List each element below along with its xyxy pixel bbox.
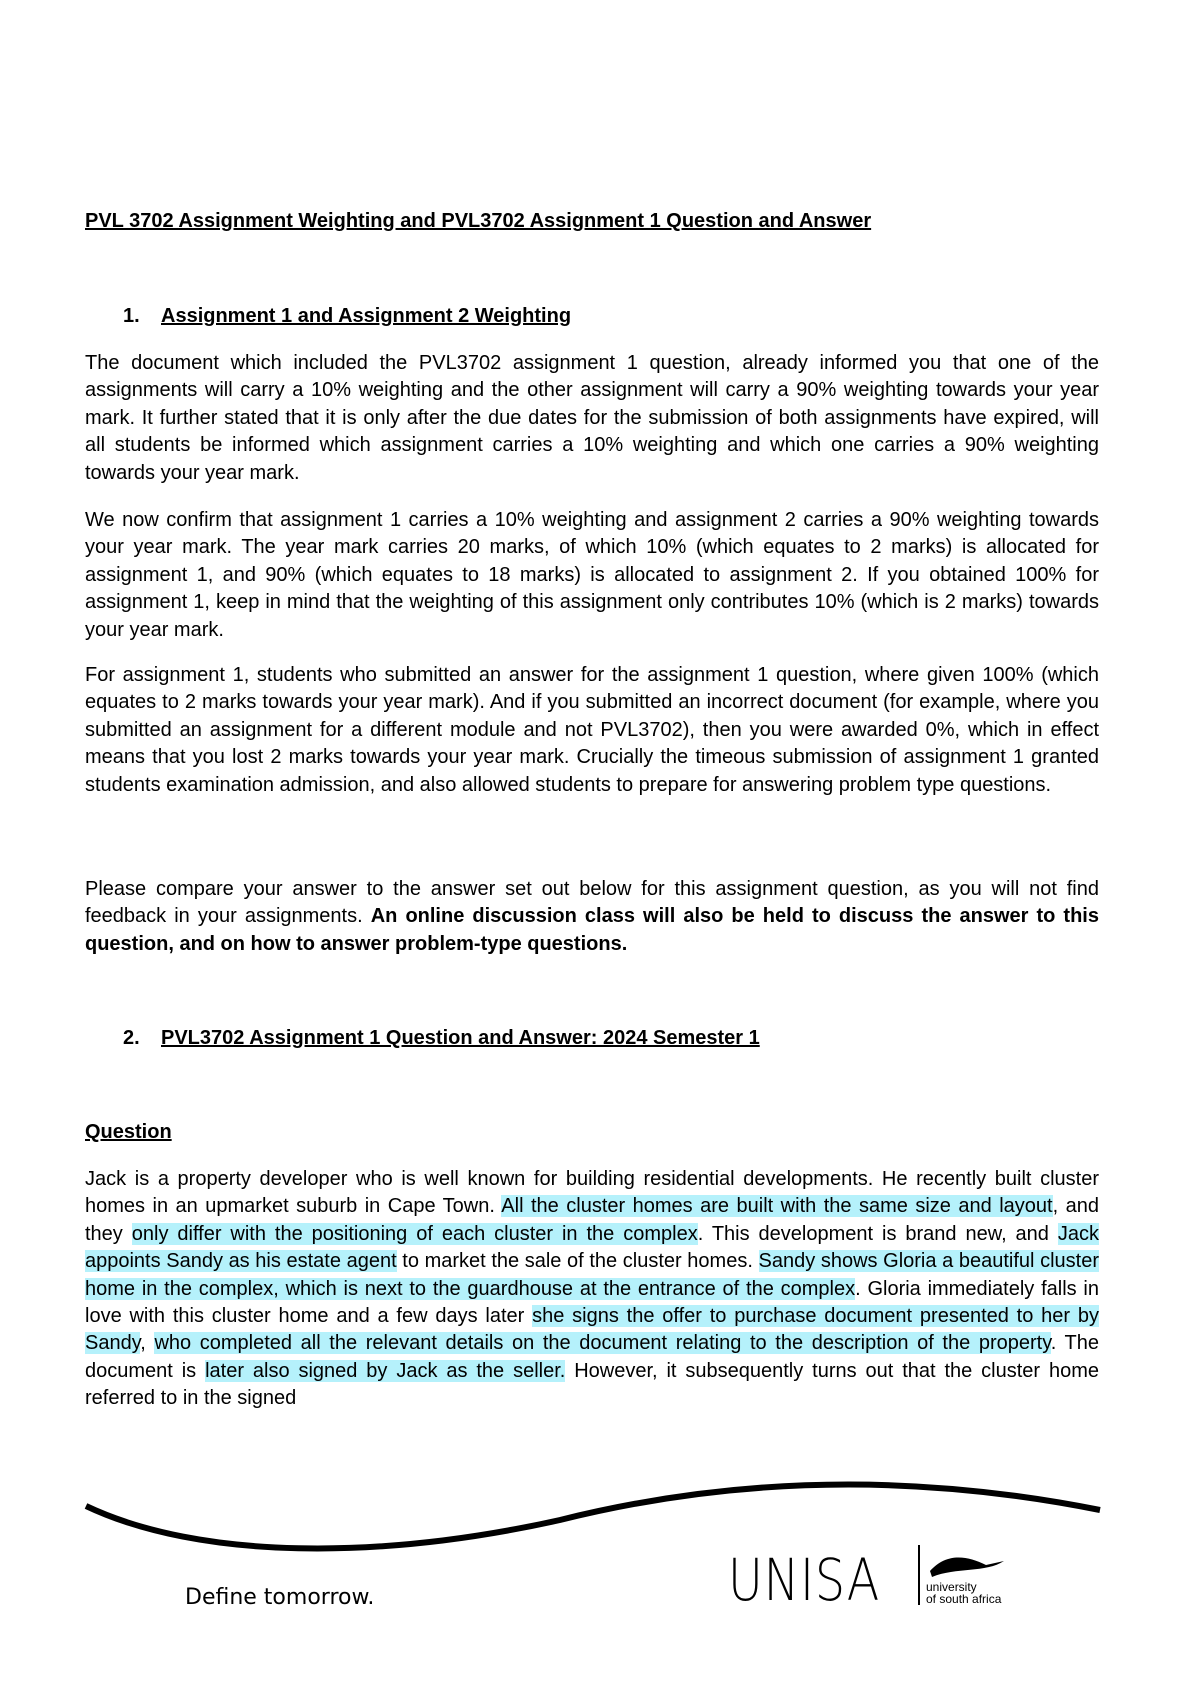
question-paragraph (85, 1166, 1099, 1413)
logo-emblem-icon (926, 1551, 1006, 1581)
section-2-heading (85, 1025, 1099, 1052)
section-1-paragraph-3 (85, 662, 1099, 799)
highlighted-text: who completed all the relevant details on the document relating to the description of the property (154, 1332, 1051, 1355)
section-2-number: 2. (123, 1027, 140, 1049)
section-1-paragraph-4 (85, 876, 1099, 958)
text-segment: to market the sale of the cluster homes. (396, 1250, 759, 1273)
logo-wordmark: UNISA (728, 1546, 881, 1614)
logo-side (926, 1551, 1006, 1605)
highlighted-text: later also signed by Jack as the seller. (205, 1359, 566, 1382)
section-1-paragraph-1 (85, 350, 1099, 487)
text-segment: For assignment 1, students who submitted an answer for the assignment 1 question, where given 100% (which equates to 2 marks towards your year mark). And if you submitted an incorrect document (for example, where you submitted an assignment for a different module and not PVL3702), then you were awarded 0%, which in effect means that you lost 2 marks towards your year mark. Crucially the timeous submission of assignment 1 granted students examination admission, and also allowed students to prepare for answering problem type questions. (85, 664, 1099, 796)
text-segment: . Gloria immediately falls in love with this cluster home and a few days later (85, 1277, 1099, 1328)
text-segment: We now confirm that assignment 1 carries a 10% weighting and assignment 2 carries a 90% weighting towards your year mark. The year mark carries 20 marks, of which 10% (which equates to 2 marks) is allocated for assignment 1, and 90% (which equates to 18 marks) is allocated to assignment 2. If you obtained 100% for assignment 1, keep in mind that the weighting of this assignment only contributes 10% (which is 2 marks) towards your year mark. (85, 509, 1099, 641)
text-segment: However, it subsequently turns out that the cluster home referred to in the signed (85, 1359, 1099, 1410)
question-heading: Question (85, 1121, 172, 1143)
text-segment: , (140, 1332, 155, 1355)
logo-line-1: university (926, 1580, 977, 1594)
section-1-paragraph-2 (85, 507, 1099, 644)
footer-wave (0, 1470, 1200, 1560)
logo-line-2: of south africa (926, 1592, 1002, 1606)
unisa-logo (728, 1545, 1006, 1614)
section-1-number: 1. (123, 305, 140, 327)
section-2-title: PVL3702 Assignment 1 Question and Answer: 2024 Semester 1 (161, 1027, 760, 1049)
section-1-title: Assignment 1 and Assignment 2 Weighting (161, 305, 572, 327)
highlighted-text: All the cluster homes are built with the same size and layout (501, 1195, 1053, 1218)
highlighted-text: she signs the offer to purchase document presented to her by Sandy (85, 1305, 1099, 1355)
text-segment: Jack is a property developer who is well known for building residential developments. He recently built cluster homes in an upmarket suburb in Cape Town. (85, 1168, 1099, 1218)
highlighted-text: Sandy shows Gloria a beautiful cluster home in the complex, which is next to the guardhouse at the entrance of the complex (85, 1250, 1100, 1300)
logo-divider (918, 1545, 920, 1605)
document-title: PVL 3702 Assignment Weighting and PVL3702 Assignment 1 Question and Answer (85, 210, 872, 232)
text-segment: The document which included the PVL3702 assignment 1 question, already informed you that one of the assignments will carry a 10% weighting and the other assignment will carry a 90% weighting towards your year mark. It further stated that it is only after the due dates for the submission of both assignments have expired, will all students be informed which assignment carries a 10% weighting and which one carries a 90% weighting towards your year mark. (85, 352, 1099, 484)
text-segment: Please compare your answer to the answer set out below for this assignment question, as you will not find feedback in your assignments. (85, 878, 1099, 928)
text-segment: . The document is (85, 1332, 1100, 1382)
highlighted-text: Jack appoints Sandy as his estate agent (85, 1222, 1099, 1273)
highlighted-text: only differ with the positioning of each cluster in the complex (131, 1222, 698, 1245)
bold-text: An online discussion class will also be held to discuss the answer to this question, and on how to answer problem-type questions. (85, 905, 1099, 955)
footer-slogan: Define tomorrow. (185, 1585, 375, 1610)
text-segment: . This development is brand new, and (697, 1222, 1058, 1245)
section-1-heading (85, 303, 1099, 330)
text-segment: , and they (85, 1195, 1100, 1245)
